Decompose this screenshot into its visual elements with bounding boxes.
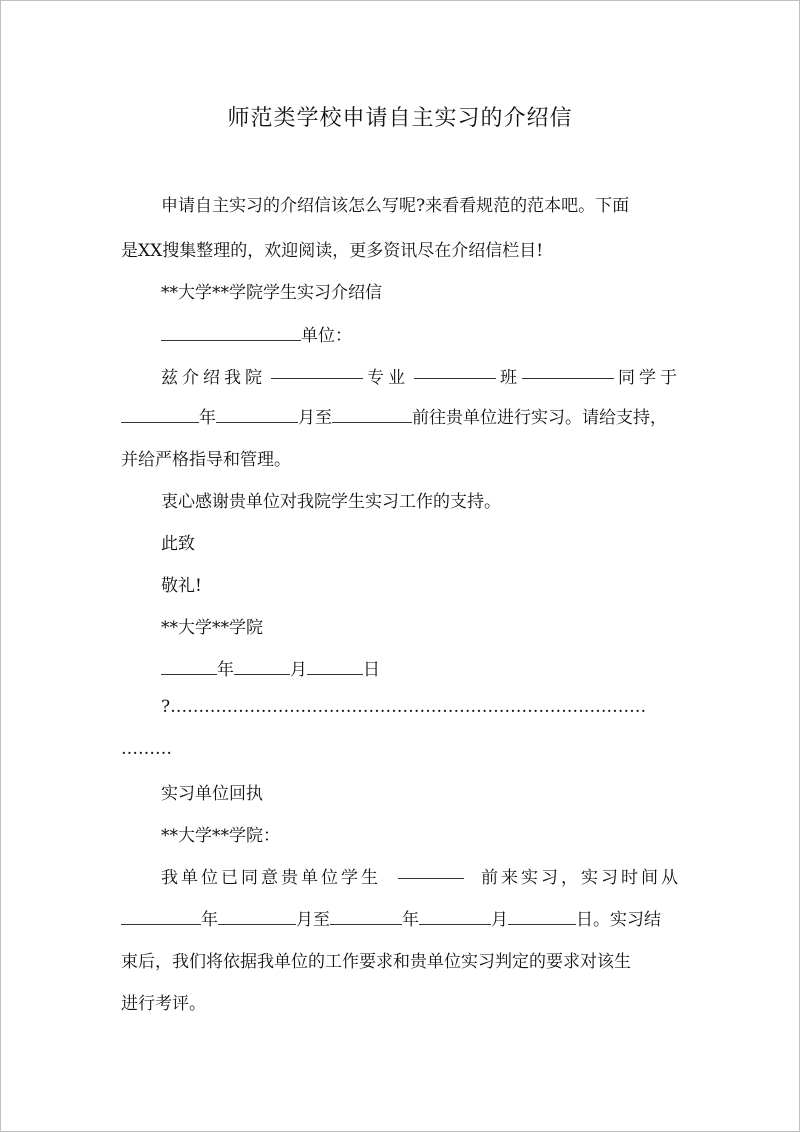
body-text: 兹介绍我院 bbox=[161, 368, 266, 388]
body-text: 年 bbox=[402, 910, 419, 930]
date-day-label: 日 bbox=[363, 660, 380, 680]
intro-line-2: 是XX搜集整理的，欢迎阅读，更多资讯尽在介绍信栏目! bbox=[121, 241, 544, 261]
receipt-line-1 bbox=[161, 863, 681, 888]
page-title: 师范类学校申请自主实习的介绍信 bbox=[227, 106, 573, 131]
body-line-2 bbox=[121, 403, 667, 428]
separator-line-1: ?………………………………………………………………………… bbox=[161, 697, 647, 717]
recipient-blank bbox=[161, 325, 301, 341]
month-blank bbox=[216, 407, 298, 423]
student-blank bbox=[522, 363, 614, 379]
body-text: 日。实习结 bbox=[576, 910, 661, 930]
intro-line-1: 申请自主实习的介绍信该怎么写呢?来看看规范的范本吧。下面 bbox=[161, 196, 630, 216]
major-blank bbox=[271, 363, 363, 379]
body-text: 月至 bbox=[296, 910, 330, 930]
date-month-label: 月 bbox=[290, 660, 307, 680]
receipt-line-3: 束后，我们将依据我单位的工作要求和贵单位实习判定的要求对该生 bbox=[121, 952, 631, 972]
end-year-blank bbox=[330, 909, 402, 925]
start-month-blank bbox=[218, 909, 296, 925]
to-blank bbox=[332, 407, 412, 423]
date-line bbox=[161, 655, 380, 680]
body-text: 年 bbox=[199, 408, 216, 428]
body-text: 年 bbox=[201, 910, 218, 930]
body-text: 专业 bbox=[367, 368, 409, 388]
recipient-line bbox=[161, 321, 352, 346]
receipt-line-2 bbox=[121, 905, 661, 930]
separator-line-2: ……… bbox=[121, 739, 172, 759]
body-text: 同学于 bbox=[618, 368, 681, 388]
recipient-suffix: 单位： bbox=[301, 326, 352, 346]
date-year-label: 年 bbox=[217, 660, 234, 680]
body-text: 前来实习，实习时间从 bbox=[481, 868, 681, 888]
start-year-blank bbox=[121, 909, 201, 925]
receipt-title: 实习单位回执 bbox=[161, 784, 263, 804]
body-text: 前往贵单位进行实习。请给支持， bbox=[412, 408, 667, 428]
class-blank bbox=[414, 363, 496, 379]
date-day-blank bbox=[307, 659, 363, 675]
end-day-blank bbox=[508, 909, 576, 925]
year-blank bbox=[121, 407, 199, 423]
body-text: 月至 bbox=[298, 408, 332, 428]
receipt-line-4: 进行考评。 bbox=[121, 994, 206, 1014]
student-name-blank bbox=[398, 863, 464, 879]
letter-title: **大学**学院学生实习介绍信 bbox=[161, 283, 382, 303]
date-month-blank bbox=[234, 659, 290, 675]
thanks-line: 衷心感谢贵单位对我院学生实习工作的支持。 bbox=[161, 492, 501, 512]
closing-1: 此致 bbox=[161, 534, 195, 554]
body-line-1 bbox=[161, 363, 681, 388]
body-text: 月 bbox=[491, 910, 508, 930]
signature: **大学**学院 bbox=[161, 618, 263, 638]
body-line-3: 并给严格指导和管理。 bbox=[121, 450, 291, 470]
receipt-addressee: **大学**学院： bbox=[161, 826, 280, 846]
body-text: 我单位已同意贵单位学生 bbox=[161, 868, 381, 888]
closing-2: 敬礼! bbox=[161, 576, 202, 596]
date-year-blank bbox=[161, 659, 217, 675]
end-month-blank bbox=[419, 909, 491, 925]
body-text: 班 bbox=[500, 368, 517, 388]
